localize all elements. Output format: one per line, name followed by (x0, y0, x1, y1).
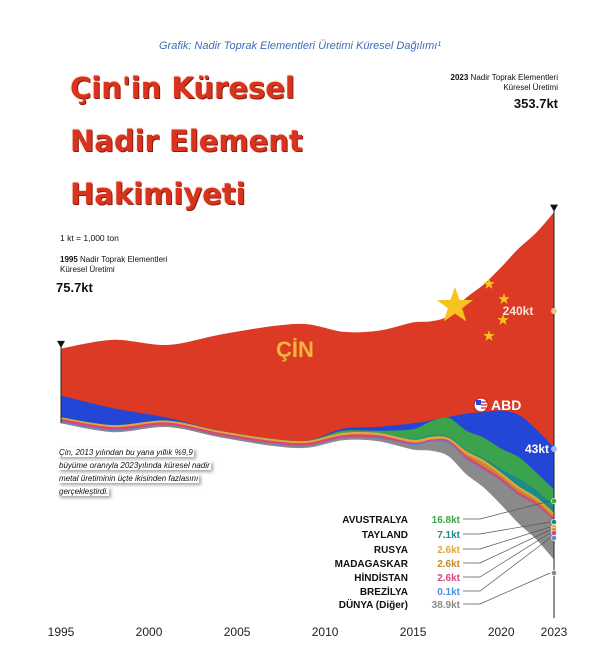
label-1995-text2: Küresel Üretimi (60, 265, 115, 274)
label-2023-year: 2023 (450, 73, 469, 82)
usa-flag-canton (476, 400, 481, 405)
title-line-3: Hakimiyeti (70, 177, 246, 211)
legend-value-0: 16.8kt (431, 515, 460, 526)
legend-name-4: HİNDİSTAN (354, 573, 408, 584)
legend-leader-6 (463, 573, 550, 604)
legend-dot-6 (551, 570, 556, 575)
legend-value-4: 2.6kt (437, 573, 460, 584)
legend-value-2: 2.6kt (437, 545, 460, 556)
xtick-label-2023: 2023 (540, 625, 568, 639)
annotation-line-3: metal üretiminin üçte ikisinden fazlasını (59, 474, 199, 483)
annotation-line-4: gerçekleştirdi. (59, 487, 109, 496)
label-1995-text1: Nadir Toprak Elementleri (80, 255, 168, 264)
xtick-label-2010: 2010 (311, 625, 339, 639)
xtick-label-2020: 2020 (487, 625, 515, 639)
value-1995: 75.7kt (56, 280, 93, 295)
legend-name-1: TAYLAND (361, 530, 408, 541)
legend-name-3: MADAGASKAR (334, 559, 408, 570)
legend-dot-0 (551, 498, 556, 503)
marker-1995-arrow (57, 341, 65, 348)
label-2023-text2: Küresel Üretimi (503, 83, 558, 92)
xtick-label-2000: 2000 (135, 625, 163, 639)
annotation-line-2: büyüme oranıyla 2023yılında küresel nadir (59, 461, 210, 470)
title-line-1: Çin'in Küresel (70, 71, 295, 105)
label-china: ÇİN (276, 337, 314, 362)
value-usa: 43kt (524, 442, 550, 456)
legend-dot-5 (551, 535, 556, 540)
dot-china (551, 308, 557, 314)
value-2023: 353.7kt (513, 96, 558, 111)
label-usa: ABD (491, 397, 522, 413)
annotation-line-1: Çin, 2013 yılından bu yana yıllık %9,9 (59, 448, 193, 457)
dot-usa (551, 446, 557, 452)
legend-leader-5 (463, 538, 550, 591)
marker-2023-arrow (550, 205, 558, 212)
unit-note: 1 kt = 1,000 ton (60, 233, 119, 243)
label-2023-text1: Nadir Toprak Elementleri (470, 73, 558, 82)
title-line-2: Nadir Element (70, 124, 303, 158)
legend-dot-4 (551, 530, 556, 535)
legend-value-1: 7.1kt (437, 530, 460, 541)
legend-value-6: 38.9kt (431, 600, 460, 611)
legend-value-5: 0.1kt (437, 587, 460, 598)
legend-name-2: RUSYA (373, 545, 408, 556)
xtick-label-1995: 1995 (47, 625, 75, 639)
legend-value-3: 2.6kt (437, 559, 460, 570)
xtick-label-2005: 2005 (223, 625, 251, 639)
legend-name-6: DÜNYA (Diğer) (338, 600, 408, 611)
chart-subtitle: Grafik: Nadir Toprak Elementleri Üretimi Küresel Dağılımı¹ (158, 40, 441, 52)
china-annotation (58, 446, 243, 498)
legend-name-0: AVUSTRALYA (342, 515, 408, 526)
legend-name-5: BREZİLYA (359, 587, 408, 598)
xtick-label-2015: 2015 (399, 625, 427, 639)
label-1995-year: 1995 (60, 255, 78, 264)
legend-dot-1 (551, 519, 556, 524)
value-china: 240kt (502, 304, 534, 318)
